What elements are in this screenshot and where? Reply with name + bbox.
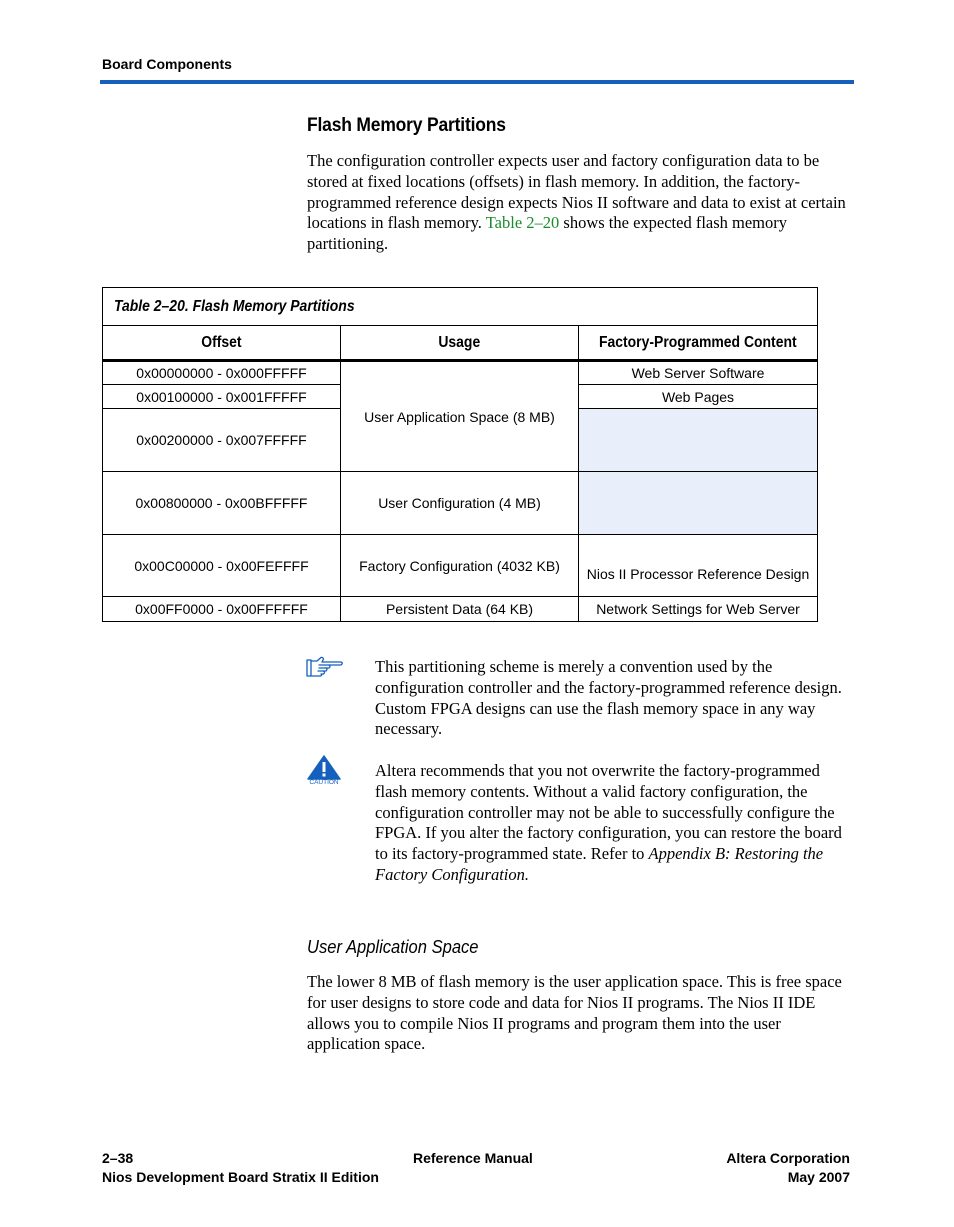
caution-body: Altera recommends that you not overwrite the factory-programmed flash memory contents. Without a valid factory configuration, the configuration controller may not be able to successfully configure the FPGA. If you alter the factory configuration, you can restore the board to its factory-programmed state. Refer to [375,761,842,864]
table-row [103,472,818,535]
note-text: This partitioning scheme is merely a convention used by the configuration controller and the factory-programmed reference design. Custom FPGA designs can use the flash memory space in any way necessary. [375,657,842,739]
offset-cell: 0x00000000 - 0x000FFFFF [103,361,341,385]
table-row [103,597,818,622]
usage-cell: Factory Configuration (4032 KB) [341,535,579,597]
offset-cell: 0x00200000 - 0x007FFFFF [103,409,341,472]
footer-date: May 2007 [787,1169,850,1185]
table-caption: Table 2–20. Flash Memory Partitions [103,288,818,326]
appendix-reference: Appendix B: Restoring the Factory Configuration. [375,844,824,884]
intro-text: The configuration controller expects user and factory configuration data to be stored at fixed locations (offsets) in flash memory. In addition, the factory-programmed reference design expects Nios II software and data to exist at certain locations in flash memory. [307,151,846,233]
column-header-content: Factory-Programmed Content [579,326,818,361]
page-number: 2–38 [102,1150,134,1166]
content-cell: Network Settings for Web Server [579,597,818,622]
caution-label: CAUTION [309,779,339,786]
content-cell: Web Pages [579,385,818,409]
offset-cell: 0x00100000 - 0x001FFFFF [103,385,341,409]
content-cell-empty [579,472,818,535]
column-header-offset: Offset [103,326,341,361]
caution-text [375,761,855,886]
subsection-paragraph: The lower 8 MB of flash memory is the user application space. This is free space for user designs to store code and data for Nios II programs. The Nios II IDE allows you to compile Nios II programs and program them into the user application space. [307,972,842,1054]
content-cell: Nios II Processor Reference Design [579,535,818,597]
content-cell: Web Server Software [579,361,818,385]
footer-board-name: Nios Development Board Stratix II Edition [102,1169,379,1185]
usage-cell: User Application Space (8 MB) [341,361,579,472]
footer-doc-title: Reference Manual [413,1150,533,1166]
intro-paragraph [307,151,853,255]
running-header: Board Components [102,56,232,72]
offset-cell: 0x00C00000 - 0x00FEFFFF [103,535,341,597]
content-cell-empty [579,409,818,472]
header-rule [100,80,854,84]
offset-cell: 0x00FF0000 - 0x00FFFFFF [103,597,341,622]
subsection-title: User Application Space [307,937,479,957]
flash-partition-table [102,287,818,622]
footer-company: Altera Corporation [726,1150,850,1166]
intro-text-end: shows the expected flash memory partitioning. [307,213,788,254]
section-title: Flash Memory Partitions [307,115,506,136]
table-link[interactable]: Table 2–20 [485,213,560,233]
table-row [103,361,818,385]
table-row [103,535,818,597]
offset-cell: 0x00800000 - 0x00BFFFFF [103,472,341,535]
column-header-usage: Usage [341,326,579,361]
usage-cell: User Configuration (4 MB) [341,472,579,535]
pointing-hand-icon [305,656,345,678]
usage-cell: Persistent Data (64 KB) [341,597,579,622]
